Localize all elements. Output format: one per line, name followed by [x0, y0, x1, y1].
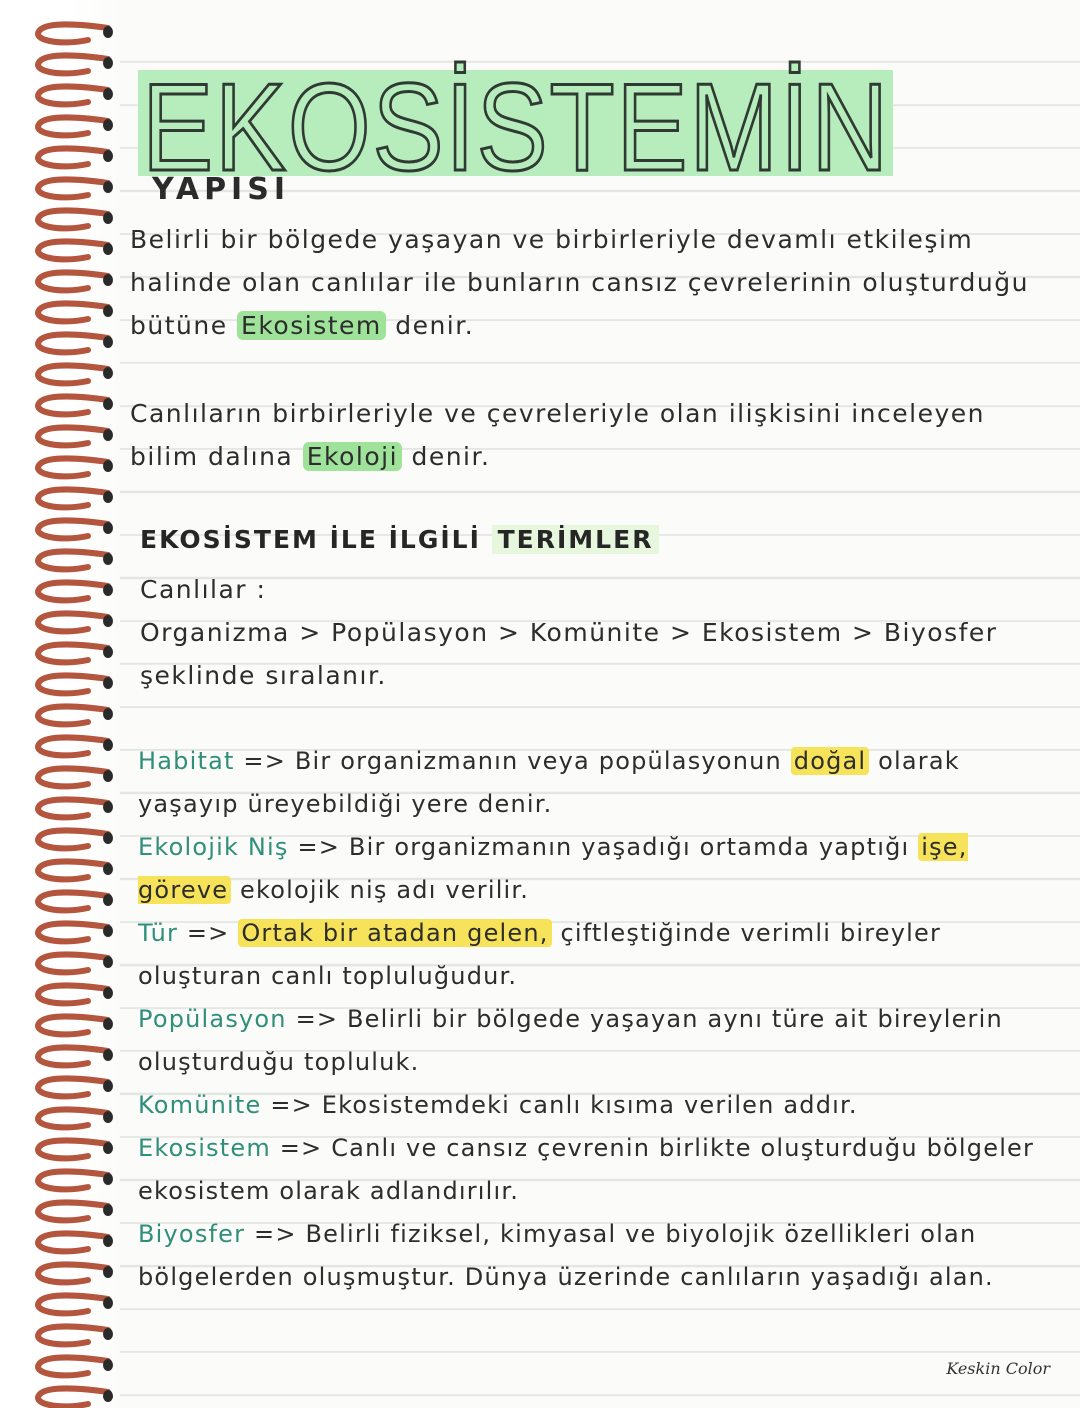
spiral-ring: [38, 986, 108, 1004]
term-text: Bir organizmanın yaşadığı ortamda yaptığı: [348, 833, 919, 861]
spiral-binding-icon: [0, 0, 120, 1408]
binding-hole: [103, 987, 113, 999]
binding-hole: [103, 1390, 113, 1402]
term-name: Habitat: [138, 747, 235, 775]
canlilar-suffix: şeklinde sıralanır.: [140, 661, 387, 690]
binding-hole: [103, 1204, 113, 1216]
binding-hole: [103, 367, 113, 379]
term-arrow: =>: [245, 1220, 306, 1248]
term-highlight: Ortak bir atadan gelen,: [238, 919, 551, 947]
term-name: Tür: [138, 919, 179, 947]
spiral-ring: [38, 1172, 108, 1190]
binding-hole: [103, 553, 113, 565]
term-arrow: =>: [286, 1005, 348, 1033]
spiral-ring: [38, 800, 108, 818]
binding-hole: [103, 398, 113, 410]
binding-hole: [103, 1328, 113, 1340]
binding-hole: [103, 460, 113, 472]
binding-hole: [103, 26, 113, 38]
binding-hole: [103, 1266, 113, 1278]
term-text: Canlı ve cansız çevrenin birlikte oluşturduğu bölgeler ekosistem olarak adlandırılır.: [138, 1134, 1035, 1205]
binding-hole: [103, 181, 113, 193]
term-arrow: =>: [178, 919, 239, 947]
term-text-end: ekolojik niş adı verilir.: [231, 876, 530, 904]
spiral-ring: [38, 614, 108, 632]
spiral-ring: [38, 924, 108, 942]
spiral-ring: [38, 87, 108, 105]
spiral-ring: [38, 769, 108, 787]
spiral-ring: [38, 676, 108, 694]
spiral-ring: [38, 428, 108, 446]
page-title: [138, 48, 898, 188]
organism-order: [140, 568, 1045, 697]
term-highlight: doğal: [791, 747, 870, 775]
term-arrow: =>: [270, 1134, 332, 1162]
signature: Keskin Color: [946, 1359, 1050, 1378]
binding-hole: [103, 150, 113, 162]
term-name: Ekosistem: [138, 1134, 271, 1162]
term-arrow: =>: [234, 747, 295, 775]
binding-hole: [103, 801, 113, 813]
spiral-ring: [38, 1203, 108, 1221]
spiral-ring: [38, 1296, 108, 1314]
terms-list: [138, 740, 1038, 1299]
definition-ecosystem-end: denir.: [385, 311, 475, 340]
spiral-ring: [38, 645, 108, 663]
spiral-ring: [38, 707, 108, 725]
definition-ecology-end: denir.: [402, 442, 491, 471]
term-biosphere: [138, 1213, 1038, 1299]
spiral-ring: [38, 490, 108, 508]
term-community: [138, 1084, 1038, 1127]
spiral-ring: [38, 1265, 108, 1283]
spiral-binding: [0, 0, 120, 1408]
term-text-end: olarak yaşayıp üreyebildiği yere denir.: [138, 747, 960, 818]
spiral-ring: [38, 552, 108, 570]
spiral-ring: [38, 583, 108, 601]
spiral-ring: [38, 955, 108, 973]
binding-hole: [103, 1080, 113, 1092]
binding-hole: [103, 832, 113, 844]
title-text: EKOSİSTEMİN: [142, 59, 890, 188]
binding-hole: [103, 1111, 113, 1123]
binding-hole: [103, 1018, 113, 1030]
binding-hole: [103, 243, 113, 255]
binding-hole: [103, 863, 113, 875]
binding-hole: [103, 522, 113, 534]
binding-hole: [103, 336, 113, 348]
spiral-ring: [38, 521, 108, 539]
binding-hole: [103, 708, 113, 720]
spiral-ring: [38, 459, 108, 477]
term-name: Ekolojik Niş: [138, 833, 289, 861]
highlight-ecosystem: Ekosistem: [237, 311, 386, 340]
terms-heading: [140, 525, 659, 554]
term-text: Belirli bir bölgede yaşayan aynı türe ait bireylerin oluşturduğu topluluk.: [138, 1005, 1003, 1076]
terms-heading-main: EKOSİSTEM İLE İLGİLİ: [140, 525, 481, 554]
binding-hole: [103, 305, 113, 317]
definition-ecosystem-text: Belirli bir bölgede yaşayan ve birbirleriyle devamlı etkileşim halinde olan canlılar ile bunların cansız çevrelerinin oluşturduğu bütüne: [130, 225, 1029, 340]
binding-hole: [103, 1142, 113, 1154]
binding-hole: [103, 615, 113, 627]
term-text: Bir organizmanın veya popülasyonun: [294, 747, 791, 775]
definition-ecology: [130, 392, 1035, 478]
spiral-ring: [38, 149, 108, 167]
binding-hole: [103, 1297, 113, 1309]
spiral-ring: [38, 242, 108, 260]
page-subtitle: YAPISI: [152, 172, 290, 207]
spiral-ring: [38, 738, 108, 756]
spiral-ring: [38, 397, 108, 415]
term-highlight: işe, göreve: [138, 833, 968, 904]
spiral-ring: [38, 118, 108, 136]
term-text: Belirli fiziksel, kimyasal ve biyolojik özellikleri olan bölgelerden oluşmuştur. Dünya üzerinde canlıların yaşadığı alan.: [138, 1220, 994, 1291]
spiral-ring: [38, 1110, 108, 1128]
page-content: [130, 40, 1040, 1380]
spiral-ring: [38, 180, 108, 198]
binding-hole: [103, 956, 113, 968]
spiral-ring: [38, 304, 108, 322]
spiral-ring: [38, 1358, 108, 1376]
term-ecological-niche: [138, 826, 1038, 912]
spiral-ring: [38, 1234, 108, 1252]
term-text-end: çiftleştiğinde verimli bireyler oluşturan canlı topluluğudur.: [138, 919, 942, 990]
binding-hole: [103, 429, 113, 441]
spiral-ring: [38, 1048, 108, 1066]
spiral-ring: [38, 831, 108, 849]
spiral-ring: [38, 25, 108, 43]
binding-hole: [103, 274, 113, 286]
binding-hole: [103, 677, 113, 689]
binding-hole: [103, 491, 113, 503]
binding-hole: [103, 1235, 113, 1247]
spiral-ring: [38, 273, 108, 291]
binding-hole: [103, 739, 113, 751]
term-ecosystem: [138, 1127, 1038, 1213]
spiral-ring: [38, 1017, 108, 1035]
binding-hole: [103, 57, 113, 69]
binding-hole: [103, 1359, 113, 1371]
term-name: Popülasyon: [138, 1005, 287, 1033]
term-habitat: [138, 740, 1038, 826]
spiral-ring: [38, 56, 108, 74]
spiral-ring: [38, 862, 108, 880]
spiral-ring: [38, 211, 108, 229]
spiral-ring: [38, 1389, 108, 1407]
spiral-ring: [38, 335, 108, 353]
binding-hole: [103, 646, 113, 658]
spiral-ring: [38, 1079, 108, 1097]
spiral-ring: [38, 893, 108, 911]
term-arrow: =>: [261, 1091, 322, 1119]
term-name: Komünite: [138, 1091, 262, 1119]
term-name: Biyosfer: [138, 1220, 246, 1248]
binding-hole: [103, 119, 113, 131]
canlilar-label: Canlılar :: [140, 575, 267, 604]
spiral-ring: [38, 366, 108, 384]
terms-heading-highlight: TERİMLER: [492, 525, 660, 554]
term-text: Ekosistemdeki canlı kısıma verilen addır.: [321, 1091, 858, 1119]
binding-hole: [103, 1049, 113, 1061]
term-population: [138, 998, 1038, 1084]
binding-hole: [103, 770, 113, 782]
binding-hole: [103, 925, 113, 937]
binding-hole: [103, 88, 113, 100]
highlight-ecology: Ekoloji: [303, 442, 402, 471]
term-arrow: =>: [288, 833, 349, 861]
binding-hole: [103, 212, 113, 224]
binding-hole: [103, 1173, 113, 1185]
binding-hole: [103, 894, 113, 906]
term-species: [138, 912, 1038, 998]
definition-ecology-text: Canlıların birbirleriyle ve çevreleriyle olan ilişkisini inceleyen bilim dalına: [130, 399, 985, 471]
binding-hole: [103, 584, 113, 596]
page-title-svg: [138, 48, 898, 188]
spiral-ring: [38, 1141, 108, 1159]
definition-ecosystem: [130, 218, 1035, 347]
spiral-ring: [38, 1327, 108, 1345]
canlilar-order: Organizma > Popülasyon > Komünite > Ekosistem > Biyosfer: [140, 618, 998, 647]
